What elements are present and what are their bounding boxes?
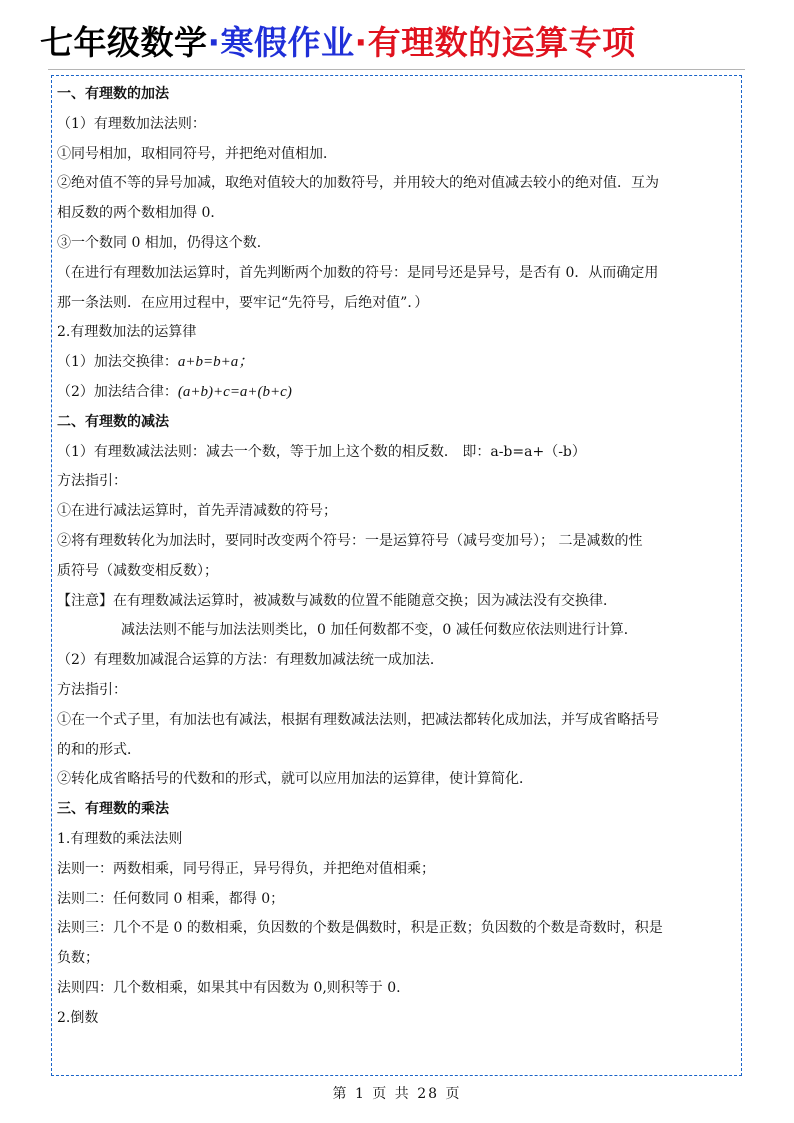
text-line: 2.有理数加法的运算律 — [57, 324, 197, 341]
commutative-formula: a+b=b+a； — [177, 354, 254, 371]
text-line: （1）有理数减法法则：减去一个数，等于加上这个数的相反数． 即：a-b=a+（-b） — [57, 443, 586, 460]
formula-line — [57, 348, 737, 378]
header-topic: 有理数的运算专项 — [367, 23, 636, 62]
header-separator: · — [354, 23, 368, 62]
text-line: 那一条法则．在应用过程中，要牢记“先符号，后绝对值”．） — [57, 294, 429, 311]
text-line: 法则三：几个不是 0 的数相乘，负因数的个数是偶数时，积是正数；负因数的个数是奇数时，积是 — [57, 920, 663, 937]
text-line: （在进行有理数加法运算时，首先判断两个加数的符号：是同号还是异号，是否有 0．从而确定用 — [57, 264, 659, 281]
header-homework: 寒假作业 — [220, 23, 355, 62]
text-line: ③一个数同 0 相加，仍得这个数． — [57, 234, 271, 251]
header-divider — [48, 69, 745, 70]
text-line: 2.倒数 — [57, 1009, 99, 1026]
text-line: 质符号（减数变相反数）； — [57, 562, 218, 579]
text-line: （1）有理数加法法则： — [57, 115, 206, 132]
header-separator: · — [207, 23, 221, 62]
text-line: 法则二：任何数同 0 相乘，都得 0； — [57, 890, 285, 907]
page-header — [40, 20, 754, 68]
section-heading: 一、有理数的加法 — [57, 86, 169, 102]
text-line: ②将有理数转化为加法时，要同时改变两个符号：一是运算符号（减号变加号）； 二是减数的性 — [57, 532, 643, 549]
content-frame — [51, 75, 742, 1076]
header-grade: 七年级数学 — [40, 23, 208, 62]
text-line: ②转化成省略括号的代数和的形式，就可以应用加法的运算律，使计算简化． — [57, 771, 533, 788]
text-line: ①在一个式子里，有加法也有减法，根据有理数减法法则，把减法都转化成加法，并写成省略括号 — [57, 711, 659, 728]
text-line: 方法指引： — [57, 473, 127, 490]
rule-label: （2）加法结合律： — [57, 383, 178, 400]
associative-formula: (a+b)+c=a+(b+c) — [177, 383, 292, 400]
text-line: （2）有理数加减混合运算的方法：有理数加减法统一成加法． — [57, 652, 444, 669]
text-line: ②绝对值不等的异号加减，取绝对值较大的加数符号，并用较大的绝对值减去较小的绝对值．互为 — [57, 175, 659, 192]
text-line: 法则一：两数相乘，同号得正，异号得负，并把绝对值相乘； — [57, 860, 435, 877]
page-number: 第 1 页 共 28 页 — [332, 1086, 462, 1102]
section-heading: 三、有理数的乘法 — [57, 801, 169, 818]
rule-label: （1）加法交换律： — [57, 354, 178, 371]
formula-line — [57, 378, 737, 408]
text-line: ①在进行减法运算时，首先弄清减数的符号； — [57, 503, 337, 520]
text-line: 法则四：几个数相乘，如果其中有因数为 0,则积等于 0. — [57, 979, 401, 996]
section-heading: 二、有理数的减法 — [57, 413, 169, 430]
note-line: 【注意】在有理数减法运算时，被减数与减数的位置不能随意交换；因为减法没有交换律． — [57, 592, 617, 609]
text-line: 负数； — [57, 950, 99, 967]
text-line: ①同号相加，取相同符号，并把绝对值相加． — [57, 145, 337, 162]
text-line: 相反数的两个数相加得 0． — [57, 205, 225, 222]
text-line: 1.有理数的乘法法则 — [57, 830, 183, 847]
note-line: 减法法则不能与加法法则类比，0 加任何数都不变，0 减任何数应依法则进行计算． — [121, 622, 638, 639]
text-line: 的和的形式． — [57, 741, 141, 758]
text-line: 方法指引： — [57, 681, 127, 698]
